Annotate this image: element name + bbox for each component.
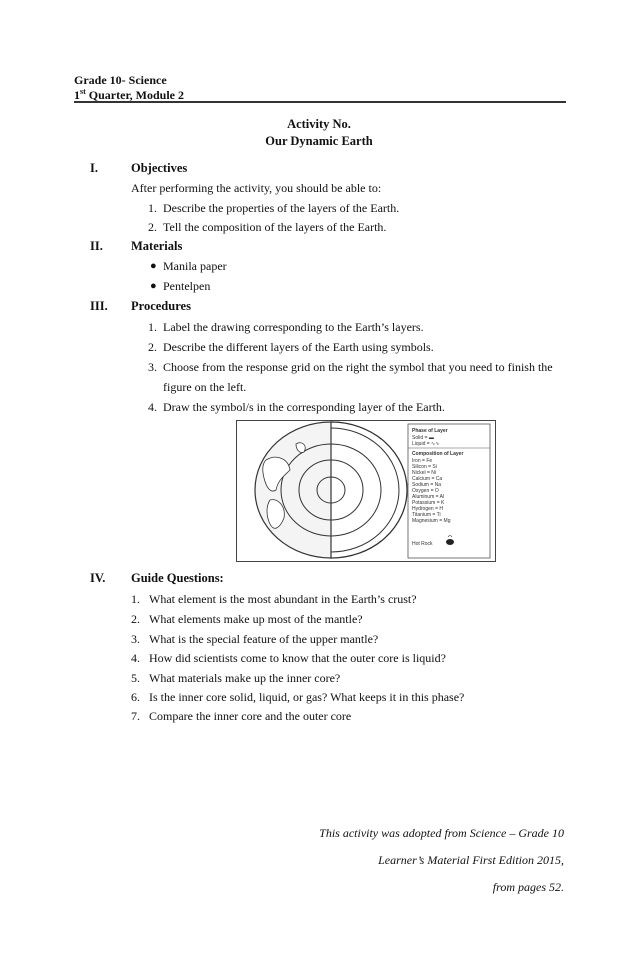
bullet-icon: ● xyxy=(150,280,157,292)
question-num-4: 4. xyxy=(131,651,140,665)
legend-comp-item: Iron = Fe xyxy=(412,458,433,464)
legend-phase-solid: Solid = ▬ xyxy=(412,435,434,441)
legend-comp-item: Magnesium = Mg xyxy=(412,518,451,524)
question-num-7: 7. xyxy=(131,709,140,723)
question-num-5: 5. xyxy=(131,671,140,685)
quarter-rest: Quarter, Module 2 xyxy=(85,88,184,102)
procedure-num-1: 1. xyxy=(148,320,157,334)
objectives-roman: I. xyxy=(90,161,98,175)
quarter-number: 1 xyxy=(74,88,80,102)
citation-line-3: from pages 52. xyxy=(492,880,564,894)
legend-comp-title: Composition of Layer xyxy=(412,451,464,457)
materials-heading: Materials xyxy=(131,239,183,253)
procedure-item-4: Draw the symbol/s in the corresponding layer of the Earth. xyxy=(163,400,445,414)
legend-comp-item: Sodium = Na xyxy=(412,482,442,488)
procedure-item-1: Label the drawing corresponding to the Earth’s layers. xyxy=(163,320,424,334)
grade-label: Grade 10- Science xyxy=(74,73,167,87)
question-num-6: 6. xyxy=(131,690,140,704)
earth-layers-figure xyxy=(236,420,496,562)
procedure-item-3-cont: figure on the left. xyxy=(163,380,247,394)
procedure-num-3: 3. xyxy=(148,360,157,374)
question-num-3: 3. xyxy=(131,632,140,646)
material-item-2: Pentelpen xyxy=(163,279,211,293)
citation-line-2: Learner’s Material First Edition 2015, xyxy=(378,853,564,867)
question-item-2: What elements make up most of the mantle? xyxy=(149,612,363,626)
legend-comp-item: Potassium = K xyxy=(412,500,445,506)
hot-rock-icon xyxy=(446,539,454,545)
procedure-item-2: Describe the different layers of the Earth using symbols. xyxy=(163,340,434,354)
question-item-3: What is the special feature of the upper mantle? xyxy=(149,632,379,646)
procedure-item-3: Choose from the response grid on the right the symbol that you need to finish the xyxy=(163,360,553,374)
procedures-roman: III. xyxy=(90,299,108,313)
legend-hot-rock: Hot Rock xyxy=(412,541,433,547)
procedure-num-4: 4. xyxy=(148,400,157,414)
objective-item-2: Tell the composition of the layers of the Earth. xyxy=(163,220,387,234)
legend-comp-item: Titanium = Ti xyxy=(412,512,441,518)
legend-comp-item: Aluminum = Al xyxy=(412,494,445,500)
legend-phase-liquid: Liquid = ∿∿ xyxy=(412,441,440,447)
legend-comp-item: Nickel = Ni xyxy=(412,470,437,476)
procedure-num-2: 2. xyxy=(148,340,157,354)
legend-comp-item: Calcium = Ca xyxy=(412,476,443,482)
objective-num-1: 1. xyxy=(148,201,157,215)
question-num-1: 1. xyxy=(131,592,140,606)
question-item-6: Is the inner core solid, liquid, or gas? What keeps it in this phase? xyxy=(149,690,465,704)
objectives-intro: After performing the activity, you should be able to: xyxy=(131,181,382,195)
legend-comp-item: Hydrogen = H xyxy=(412,506,443,512)
objective-num-2: 2. xyxy=(148,220,157,234)
quarter-suffix: st xyxy=(80,87,86,96)
objective-item-1: Describe the properties of the layers of the Earth. xyxy=(163,201,400,215)
question-item-7: Compare the inner core and the outer core xyxy=(149,709,352,723)
questions-heading: Guide Questions: xyxy=(131,571,224,585)
bullet-icon: ● xyxy=(150,260,157,272)
question-num-2: 2. xyxy=(131,612,140,626)
material-item-1: Manila paper xyxy=(163,259,227,273)
materials-roman: II. xyxy=(90,239,103,253)
header-rule xyxy=(74,101,566,103)
procedures-heading: Procedures xyxy=(131,299,191,313)
question-item-1: What element is the most abundant in the Earth’s crust? xyxy=(149,592,417,606)
legend-comp-item: Oxygen = O xyxy=(412,488,439,494)
objectives-heading: Objectives xyxy=(131,161,188,175)
activity-title: Our Dynamic Earth xyxy=(265,134,373,148)
questions-roman: IV. xyxy=(90,571,106,585)
question-item-5: What materials make up the inner core? xyxy=(149,671,341,685)
legend-comp-item: Silicon = Si xyxy=(412,464,437,470)
legend-phase-title: Phase of Layer xyxy=(412,428,448,434)
citation-line-1: This activity was adopted from Science – Grade 10 xyxy=(319,826,564,840)
question-item-4: How did scientists come to know that the outer core is liquid? xyxy=(149,651,446,665)
activity-number: Activity No. xyxy=(287,117,351,131)
